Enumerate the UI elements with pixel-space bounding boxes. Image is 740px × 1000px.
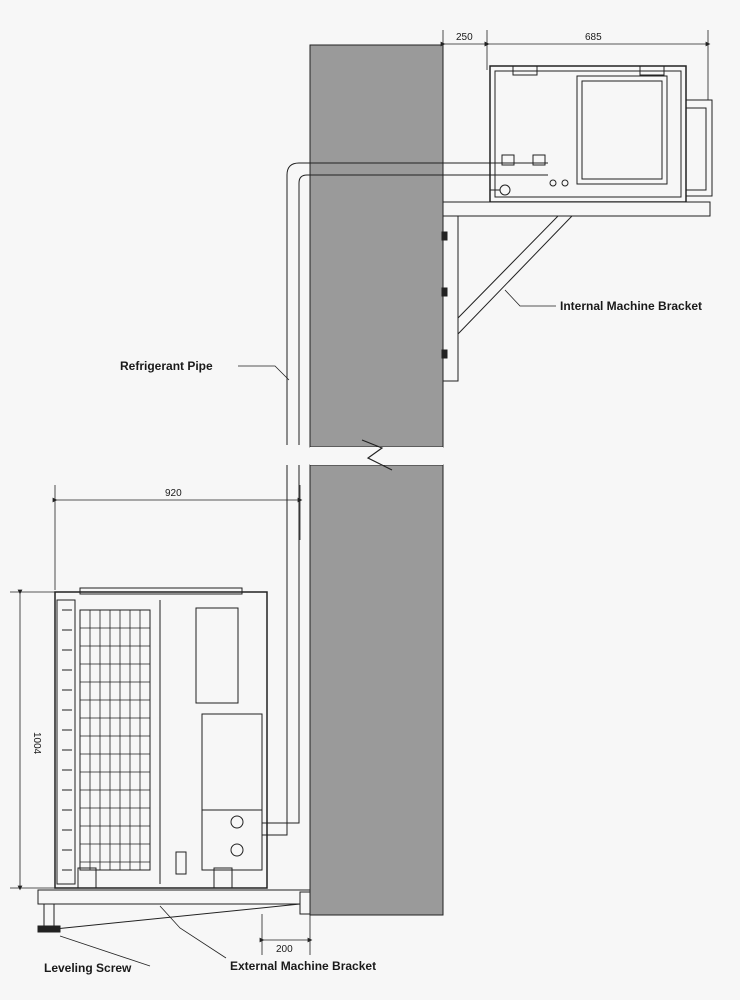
louvres xyxy=(62,610,72,870)
external-machine xyxy=(55,588,267,888)
wall-lower xyxy=(310,465,443,915)
label-external-bracket: External Machine Bracket xyxy=(230,959,377,973)
external-machine-bracket xyxy=(38,890,310,930)
dim-external-width: 920 xyxy=(165,488,182,499)
label-refrigerant-pipe: Refrigerant Pipe xyxy=(120,359,213,373)
dim-bracket-offset: 200 xyxy=(276,944,293,955)
dim-internal-width: 685 xyxy=(585,32,602,43)
wall-upper xyxy=(310,45,443,447)
leveling-screw xyxy=(38,904,60,932)
dim-external-height: 1004 xyxy=(31,732,42,755)
label-leveling-screw: Leveling Screw xyxy=(44,961,132,975)
internal-machine xyxy=(490,66,712,202)
label-internal-bracket: Internal Machine Bracket xyxy=(560,299,703,313)
internal-machine-bracket xyxy=(442,202,710,381)
dim-internal-offset: 250 xyxy=(456,32,473,43)
